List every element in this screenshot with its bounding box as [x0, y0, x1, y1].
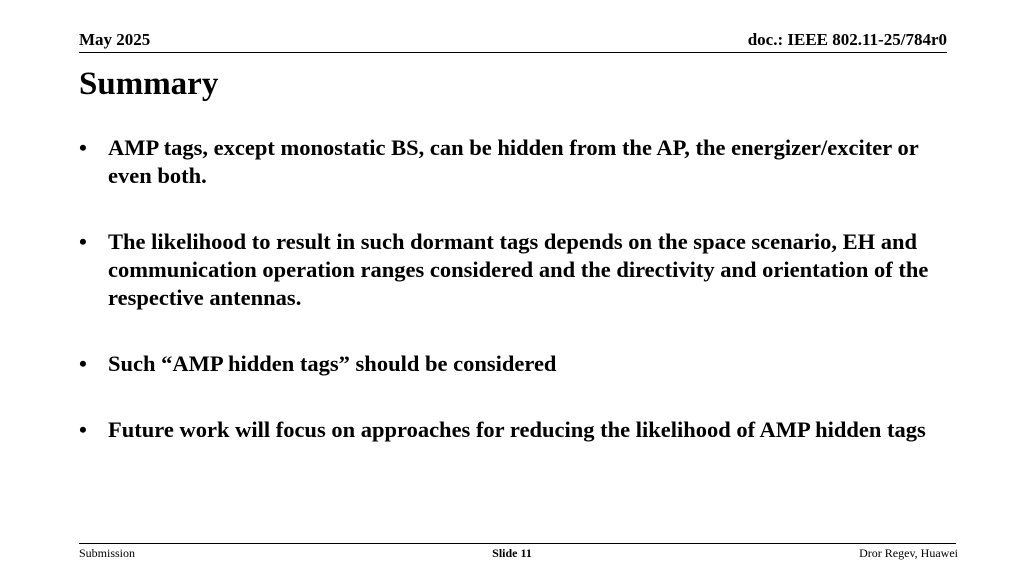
footer-slide-number: Slide 11	[492, 546, 532, 560]
bullet-text: Future work will focus on approaches for reducing the likelihood of AMP hidden tags	[108, 417, 926, 442]
header-doc-id: doc.: IEEE 802.11-25/784r0	[747, 30, 947, 49]
bullet-dot-icon: •	[79, 135, 87, 160]
bullet-text: Such “AMP hidden tags” should be considered	[108, 351, 557, 376]
bullet-dot-icon: •	[79, 229, 87, 254]
footer-author: Dror Regev, Huawei	[859, 546, 958, 560]
bullet-item	[79, 416, 959, 444]
bullet-item	[79, 134, 959, 190]
bullet-list	[79, 134, 959, 482]
bullet-item	[79, 350, 959, 378]
header-date: May 2025	[79, 30, 151, 49]
bullet-dot-icon: •	[79, 417, 87, 442]
bullet-text: The likelihood to result in such dormant tags depends on the space scenario, EH and communication operation ranges considered and the directivity and orientation of the respective antennas.	[108, 229, 929, 310]
header-divider	[79, 52, 947, 53]
footer-divider	[79, 543, 956, 544]
bullet-text: AMP tags, except monostatic BS, can be hidden from the AP, the energizer/exciter or even both.	[108, 135, 919, 188]
bullet-item	[79, 228, 959, 312]
footer-submission: Submission	[79, 546, 136, 560]
bullet-dot-icon: •	[79, 351, 87, 376]
slide-title: Summary	[79, 66, 219, 102]
